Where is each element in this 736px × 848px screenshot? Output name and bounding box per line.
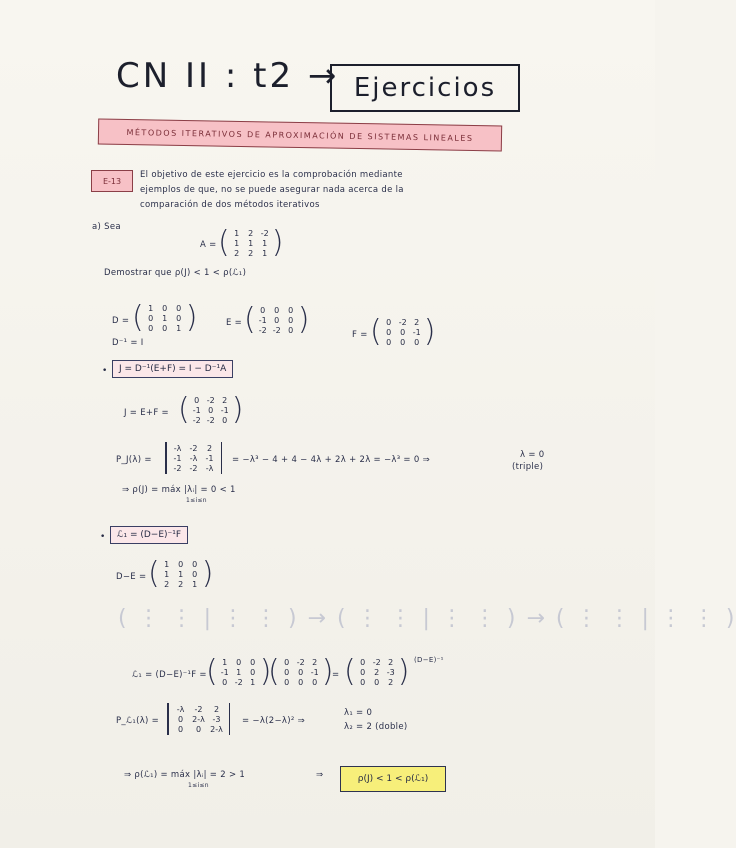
pL-root1: λ₁ = 0 (344, 708, 373, 718)
implies-arrow: ⇒ (316, 770, 324, 780)
A-label: A = (200, 240, 217, 250)
part-label: a) Sea (92, 222, 121, 232)
page-title: CN II : t2 → (116, 56, 340, 96)
pJ-label: P_J(λ) = (116, 455, 152, 465)
matrix-D: ( 1 0 0 0 1 0 0 0 1 ) (132, 300, 198, 335)
gauss-elimination-faded: ( ⋮ ⋮ | ⋮ ⋮ ) → ( ⋮ ⋮ | ⋮ ⋮ ) → ( ⋮ ⋮ | ⋮ ⋮ ) (118, 606, 736, 631)
pL-result: = −λ(2−λ)² ⇒ (242, 716, 306, 726)
matrix-L1: ( 0 -2 2 0 2 -3 0 0 2 ) (344, 654, 410, 689)
pJ-result: = −λ³ − 4 + 4 − 4λ + 2λ + 2λ = −λ³ = 0 ⇒ (232, 455, 430, 465)
pL-label: P_ℒ₁(λ) = (116, 716, 160, 726)
determinant-pJ: -λ -2 2 -1 -λ -1 -2 -2 -λ (162, 442, 225, 474)
E-label: E = (226, 318, 243, 328)
rhoJ-subscript: 1≤i≤n (186, 497, 207, 504)
rhoJ-result: ⇒ ρ(J) = máx |λᵢ| = 0 < 1 (122, 485, 236, 495)
pJ-root-mult: (triple) (512, 462, 544, 472)
determinant-pL: -λ -2 2 0 2-λ -3 0 0 2-λ (164, 703, 233, 735)
L1-label: ℒ₁ = (D−E)⁻¹F = (132, 670, 207, 680)
section-title: MÉTODOS ITERATIVOS DE APROXIMACIÓN DE SISTEMAS LINEALES (98, 118, 502, 151)
matrix-DmE: ( 1 0 0 1 1 0 2 2 1 ) (148, 556, 214, 591)
L1-definition-box: ℒ₁ = (D−E)⁻¹F (110, 526, 188, 544)
matrix-F-product: ( 0 -2 2 0 0 -1 0 0 0 ) (268, 654, 334, 689)
pJ-root: λ = 0 (520, 450, 545, 460)
DmE-label: D−E = (116, 572, 147, 582)
matrix-A: ( 1 2 -2 1 1 1 2 2 1 ) (218, 225, 284, 260)
D-label: D = (112, 316, 130, 326)
bullet: • (100, 532, 106, 542)
J-label: J = E+F = (124, 408, 169, 418)
matrix-J: ( 0 -2 2 -1 0 -1 -2 -2 0 ) (178, 392, 244, 427)
rhoL-subscript: 1≤i≤n (188, 782, 209, 789)
F-label: F = (352, 330, 368, 340)
inverse-note: (D−E)⁻¹ (414, 656, 444, 664)
matrix-E: ( 0 0 0 -1 0 0 -2 -2 0 ) (244, 302, 310, 337)
intro-line: El objetivo de este ejercicio es la comprobación mediante (140, 170, 403, 180)
rhoL-result: ⇒ ρ(ℒ₁) = máx |λᵢ| = 2 > 1 (124, 770, 246, 780)
matrix-F: ( 0 -2 2 0 0 -1 0 0 0 ) (370, 314, 436, 349)
J-definition-box: J = D⁻¹(E+F) = I − D⁻¹A (112, 360, 233, 378)
title-box: Ejercicios (330, 64, 520, 112)
demostrar-text: Demostrar que ρ(J) < 1 < ρ(ℒ₁) (104, 268, 247, 278)
pL-root2: λ₂ = 2 (doble) (344, 722, 408, 732)
exercise-tag: E-13 (91, 170, 133, 192)
bullet: • (102, 366, 108, 376)
equals-sign: = (332, 670, 340, 680)
matrix-inverse: ( 1 0 0 -1 1 0 0 -2 1 ) (206, 654, 272, 689)
conclusion-box: ρ(J) < 1 < ρ(ℒ₁) (340, 766, 446, 792)
matrix-cells: 1 2 -2 1 1 1 2 2 1 (234, 228, 269, 258)
intro-line: ejemplos de que, no se puede asegurar nada acerca de la (140, 185, 404, 195)
D-inverse: D⁻¹ = I (112, 338, 144, 348)
intro-line: comparación de dos métodos iterativos (140, 200, 320, 210)
